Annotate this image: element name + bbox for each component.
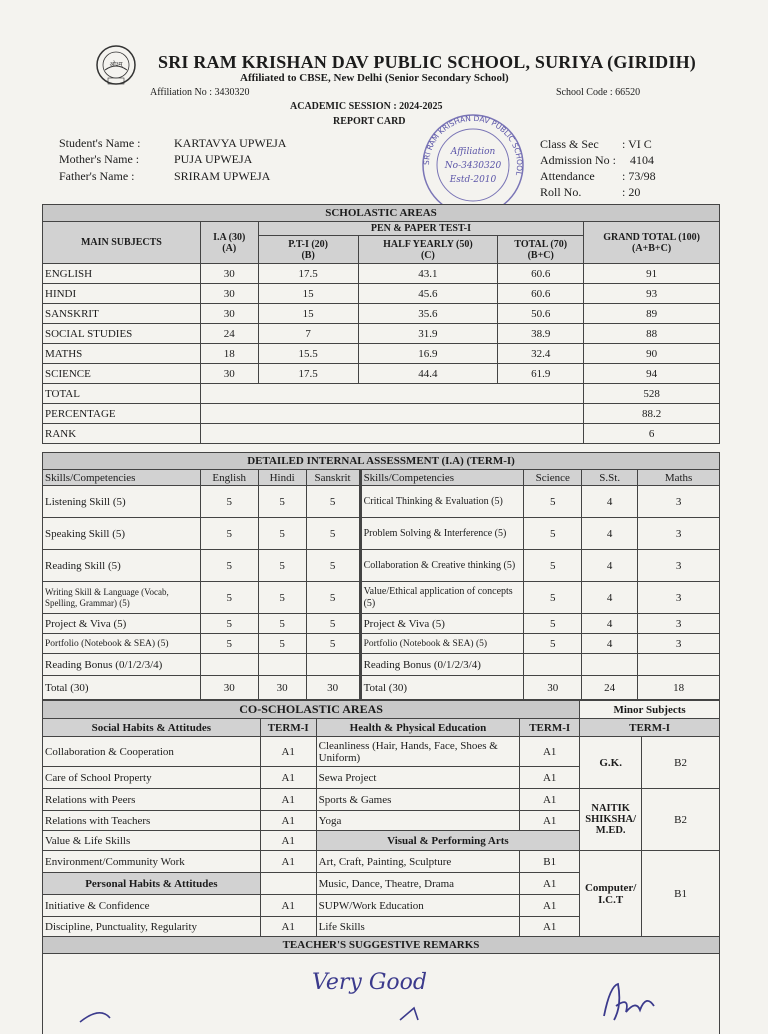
- personal-grade: A1: [260, 917, 316, 937]
- half-yearly-header: HALF YEARLY (50) (C): [358, 236, 498, 264]
- sst-score: 4: [582, 634, 638, 654]
- sanskrit-score: 5: [306, 550, 360, 582]
- internal-assessment-table: [42, 452, 720, 700]
- total-score: 60.6: [498, 264, 584, 284]
- student-name-label: Student's Name :: [59, 136, 141, 150]
- ia-row: [43, 676, 720, 700]
- english-score: 30: [200, 676, 258, 700]
- social-habits-header: Social Habits & Attitudes: [43, 719, 261, 737]
- visual-grade: A1: [520, 917, 580, 937]
- total-score: 60.6: [498, 284, 584, 304]
- science-score: 5: [524, 486, 582, 518]
- remarks-title: TEACHER'S SUGGESTIVE REMARKS: [43, 937, 720, 954]
- percentage-label: PERCENTAGE: [43, 404, 201, 424]
- subject-name: SOCIAL STUDIES: [43, 324, 201, 344]
- affiliation-number: Affiliation No : 3430320: [150, 87, 250, 98]
- school-logo-icon: [95, 44, 137, 88]
- skills-header: Skills/Competencies: [43, 470, 201, 486]
- maths-score: 3: [638, 518, 720, 550]
- grand-total-score: 88: [584, 324, 720, 344]
- total-70-header: TOTAL (70) (B+C): [498, 236, 584, 264]
- scholastic-title: SCHOLASTIC AREAS: [43, 205, 720, 222]
- ia-row: [43, 614, 720, 634]
- social-item: Care of School Property: [43, 767, 261, 789]
- subject-name: ENGLISH: [43, 264, 201, 284]
- father-name: SRIRAM UPWEJA: [174, 169, 271, 183]
- social-item: Relations with Teachers: [43, 811, 261, 831]
- subject-row: [43, 284, 720, 304]
- internal-title: DETAILED INTERNAL ASSESSMENT (I.A) (TERM-I): [43, 453, 720, 470]
- visual-item: Life Skills: [316, 917, 520, 937]
- social-item: Value & Life Skills: [43, 831, 261, 851]
- personal-grade: A1: [260, 895, 316, 917]
- sst-score: 4: [582, 582, 638, 614]
- visual-grade: A1: [520, 873, 580, 895]
- ia-skill-right: Project & Viva (5): [360, 614, 524, 634]
- health-header: Health & Physical Education: [316, 719, 520, 737]
- maths-header: Maths: [638, 470, 720, 486]
- english-score: 5: [200, 518, 258, 550]
- grand-total-header: GRAND TOTAL (100) (A+B+C): [584, 222, 720, 264]
- science-score: 5: [524, 614, 582, 634]
- ia-score: 24: [200, 324, 258, 344]
- ia-skill-left: Listening Skill (5): [43, 486, 201, 518]
- ia-score: 30: [200, 284, 258, 304]
- health-grade: A1: [520, 789, 580, 811]
- grand-total-score: 91: [584, 264, 720, 284]
- maths-score: 3: [638, 582, 720, 614]
- english-header: English: [200, 470, 258, 486]
- ia-score: 30: [200, 304, 258, 324]
- social-item: Environment/Community Work: [43, 851, 261, 873]
- ia-skill-left: Reading Skill (5): [43, 550, 201, 582]
- visual-item: SUPW/Work Education: [316, 895, 520, 917]
- pt-score: 17.5: [258, 364, 358, 384]
- personal-item: Discipline, Punctuality, Regularity: [43, 917, 261, 937]
- visual-item: Art, Craft, Painting, Sculpture: [316, 851, 520, 873]
- ia-row: [43, 518, 720, 550]
- total-value: 528: [584, 384, 720, 404]
- roll-label: Roll No.: [540, 185, 582, 199]
- school-stamp: [418, 112, 528, 218]
- class-label: Class & Sec: [540, 137, 599, 151]
- ia-row: [43, 486, 720, 518]
- school-code: School Code : 66520: [556, 87, 641, 98]
- social-grade: A1: [260, 737, 316, 767]
- percentage-value: 88.2: [584, 404, 720, 424]
- ia-skill-right: Value/Ethical application of concepts (5): [360, 582, 524, 614]
- maths-score: 3: [638, 634, 720, 654]
- half-yearly-score: 16.9: [358, 344, 498, 364]
- half-yearly-score: 43.1: [358, 264, 498, 284]
- personal-item: Initiative & Confidence: [43, 895, 261, 917]
- subject-name: MATHS: [43, 344, 201, 364]
- sanskrit-score: 5: [306, 518, 360, 550]
- sst-score: 4: [582, 550, 638, 582]
- ia-score: 18: [200, 344, 258, 364]
- pen-paper-header: PEN & PAPER TEST-I: [258, 222, 583, 236]
- ia-header: I.A (30) (A): [200, 222, 258, 264]
- english-score: 5: [200, 634, 258, 654]
- pt-score: 17.5: [258, 264, 358, 284]
- ia-row: [43, 654, 720, 676]
- ia-skill-right: Problem Solving & Interference (5): [360, 518, 524, 550]
- hindi-score: 30: [258, 676, 306, 700]
- science-score: 5: [524, 634, 582, 654]
- social-item: Collaboration & Cooperation: [43, 737, 261, 767]
- health-item: Sports & Games: [316, 789, 520, 811]
- affiliation-line: Affiliated to CBSE, New Delhi (Senior Secondary School): [240, 72, 509, 84]
- social-grade: A1: [260, 831, 316, 851]
- pt-header: P.T-I (20) (B): [258, 236, 358, 264]
- social-grade: A1: [260, 811, 316, 831]
- maths-score: 3: [638, 550, 720, 582]
- science-score: 5: [524, 518, 582, 550]
- hindi-score: 5: [258, 614, 306, 634]
- ia-skill-left: Speaking Skill (5): [43, 518, 201, 550]
- english-score: [200, 654, 258, 676]
- pt-score: 7: [258, 324, 358, 344]
- sst-score: [582, 654, 638, 676]
- half-yearly-score: 31.9: [358, 324, 498, 344]
- social-grade: A1: [260, 767, 316, 789]
- personal-habits-header: Personal Habits & Attitudes: [43, 873, 261, 895]
- half-yearly-score: 45.6: [358, 284, 498, 304]
- ia-skill-right: Critical Thinking & Evaluation (5): [360, 486, 524, 518]
- ia-skill-left: Total (30): [43, 676, 201, 700]
- rank-value: 6: [584, 424, 720, 444]
- sanskrit-score: [306, 654, 360, 676]
- sst-score: 4: [582, 486, 638, 518]
- sanskrit-score: 30: [306, 676, 360, 700]
- subject-row: [43, 304, 720, 324]
- school-name: SRI RAM KRISHAN DAV PUBLIC SCHOOL, SURIYA (GIRIDIH): [158, 52, 696, 72]
- stamp-line-3: Estd-2010: [449, 175, 497, 185]
- subject-name: HINDI: [43, 284, 201, 304]
- hindi-score: [258, 654, 306, 676]
- class-row: [540, 137, 652, 152]
- mother-name-row: [59, 152, 252, 167]
- attendance-row: [540, 169, 656, 184]
- health-grade: A1: [520, 767, 580, 789]
- minor-term-header: TERM-I: [580, 719, 720, 737]
- minor-grade-gk: B2: [642, 737, 720, 789]
- social-grade: A1: [260, 789, 316, 811]
- pt-score: 15: [258, 284, 358, 304]
- grand-total-score: 90: [584, 344, 720, 364]
- science-header: Science: [524, 470, 582, 486]
- total-label: TOTAL: [43, 384, 201, 404]
- health-item: Yoga: [316, 811, 520, 831]
- social-grade: A1: [260, 851, 316, 873]
- subject-row: [43, 324, 720, 344]
- ia-skill-left: Reading Bonus (0/1/2/3/4): [43, 654, 201, 676]
- sst-header: S.St.: [582, 470, 638, 486]
- hindi-score: 5: [258, 486, 306, 518]
- minor-subjects-title: Minor Subjects: [580, 701, 720, 719]
- rank-label: RANK: [43, 424, 201, 444]
- admission-label: Admission No :: [540, 153, 617, 167]
- minor-grade-naitik: B2: [642, 789, 720, 851]
- minor-grade-computer: B1: [642, 851, 720, 937]
- ia-score: 30: [200, 264, 258, 284]
- total-score: 50.6: [498, 304, 584, 324]
- ia-row: [43, 550, 720, 582]
- mother-name-label: Mother's Name :: [59, 152, 140, 166]
- subject-name: SANSKRIT: [43, 304, 201, 324]
- scholastic-table: [42, 204, 720, 444]
- coscholastic-title: CO-SCHOLASTIC AREAS: [43, 701, 580, 719]
- total-score: 61.9: [498, 364, 584, 384]
- bottom-pen-marks: [70, 1004, 470, 1024]
- ia-skill-left: Portfolio (Notebook & SEA) (5): [43, 634, 201, 654]
- hindi-score: 5: [258, 634, 306, 654]
- visual-item: Music, Dance, Theatre, Drama: [316, 873, 520, 895]
- roll-value: : 20: [622, 185, 641, 199]
- science-score: 5: [524, 550, 582, 582]
- ia-skill-right: Reading Bonus (0/1/2/3/4): [360, 654, 524, 676]
- admission-value: 4104: [630, 153, 654, 167]
- pt-score: 15: [258, 304, 358, 324]
- sanskrit-score: 5: [306, 634, 360, 654]
- health-grade: A1: [520, 737, 580, 767]
- ia-score: 30: [200, 364, 258, 384]
- student-name-row: [59, 136, 286, 151]
- total-score: 38.9: [498, 324, 584, 344]
- health-grade: A1: [520, 811, 580, 831]
- sanskrit-score: 5: [306, 582, 360, 614]
- sst-score: 4: [582, 614, 638, 634]
- minor-subject-naitik: NAITIK SHIKSHA/ M.ED.: [580, 789, 642, 851]
- main-subjects-header: MAIN SUBJECTS: [43, 222, 201, 264]
- sst-score: 4: [582, 518, 638, 550]
- attendance-value: : 73/98: [622, 169, 656, 183]
- health-item: Sewa Project: [316, 767, 520, 789]
- ia-skill-right: Total (30): [360, 676, 524, 700]
- grand-total-score: 94: [584, 364, 720, 384]
- english-score: 5: [200, 486, 258, 518]
- svg-text:ओ३म्: ओ३म्: [109, 61, 123, 68]
- academic-session: ACADEMIC SESSION : 2024-2025: [290, 101, 443, 112]
- ia-skill-right: Collaboration & Creative thinking (5): [360, 550, 524, 582]
- minor-subject-gk: G.K.: [580, 737, 642, 789]
- science-score: [524, 654, 582, 676]
- maths-score: 3: [638, 486, 720, 518]
- visual-grade: A1: [520, 895, 580, 917]
- subject-row: [43, 344, 720, 364]
- maths-score: [638, 654, 720, 676]
- admission-row: [540, 153, 654, 168]
- social-item: Relations with Peers: [43, 789, 261, 811]
- sst-score: 24: [582, 676, 638, 700]
- english-score: 5: [200, 550, 258, 582]
- hindi-score: 5: [258, 518, 306, 550]
- stamp-ring-text: SRI RAM KRISHAN DAV PUBLIC SCHOOL: [421, 113, 525, 177]
- half-yearly-score: 44.4: [358, 364, 498, 384]
- term-header-2: TERM-I: [520, 719, 580, 737]
- skills-header-right: Skills/Competencies: [360, 470, 524, 486]
- health-item: Cleanliness (Hair, Hands, Face, Shoes & Uniform): [316, 737, 520, 767]
- report-card-title: REPORT CARD: [333, 116, 406, 127]
- ia-skill-left: Project & Viva (5): [43, 614, 201, 634]
- ia-skill-left: Writing Skill & Language (Vocab, Spelling, Grammar) (5): [43, 582, 201, 614]
- maths-score: 18: [638, 676, 720, 700]
- sanskrit-header: Sanskrit: [306, 470, 360, 486]
- sanskrit-score: 5: [306, 614, 360, 634]
- hindi-score: 5: [258, 582, 306, 614]
- half-yearly-score: 35.6: [358, 304, 498, 324]
- total-score: 32.4: [498, 344, 584, 364]
- ia-row: [43, 634, 720, 654]
- attendance-label: Attendance: [540, 169, 595, 183]
- subject-row: [43, 364, 720, 384]
- subject-row: [43, 264, 720, 284]
- science-score: 30: [524, 676, 582, 700]
- maths-score: 3: [638, 614, 720, 634]
- hindi-header: Hindi: [258, 470, 306, 486]
- ia-row: [43, 582, 720, 614]
- teacher-remark: Very Good: [312, 970, 427, 995]
- ia-skill-right: Portfolio (Notebook & SEA) (5): [360, 634, 524, 654]
- english-score: 5: [200, 614, 258, 634]
- visual-grade: B1: [520, 851, 580, 873]
- hindi-score: 5: [258, 550, 306, 582]
- grand-total-score: 93: [584, 284, 720, 304]
- visual-arts-header: Visual & Performing Arts: [316, 831, 580, 851]
- stamp-line-2: No-3430320: [444, 161, 502, 171]
- english-score: 5: [200, 582, 258, 614]
- minor-subject-computer: Computer/ I.C.T: [580, 851, 642, 937]
- stamp-line-1: Affiliation: [450, 147, 496, 157]
- sanskrit-score: 5: [306, 486, 360, 518]
- student-name: KARTAVYA UPWEJA: [174, 136, 287, 150]
- father-name-row: [59, 169, 270, 184]
- grand-total-score: 89: [584, 304, 720, 324]
- mother-name: PUJA UPWEJA: [174, 152, 253, 166]
- science-score: 5: [524, 582, 582, 614]
- subject-name: SCIENCE: [43, 364, 201, 384]
- class-value: : VI C: [622, 137, 652, 151]
- teacher-signature: [596, 976, 666, 1024]
- roll-row: [540, 185, 640, 200]
- term-header: TERM-I: [260, 719, 316, 737]
- pt-score: 15.5: [258, 344, 358, 364]
- father-name-label: Father's Name :: [59, 169, 135, 183]
